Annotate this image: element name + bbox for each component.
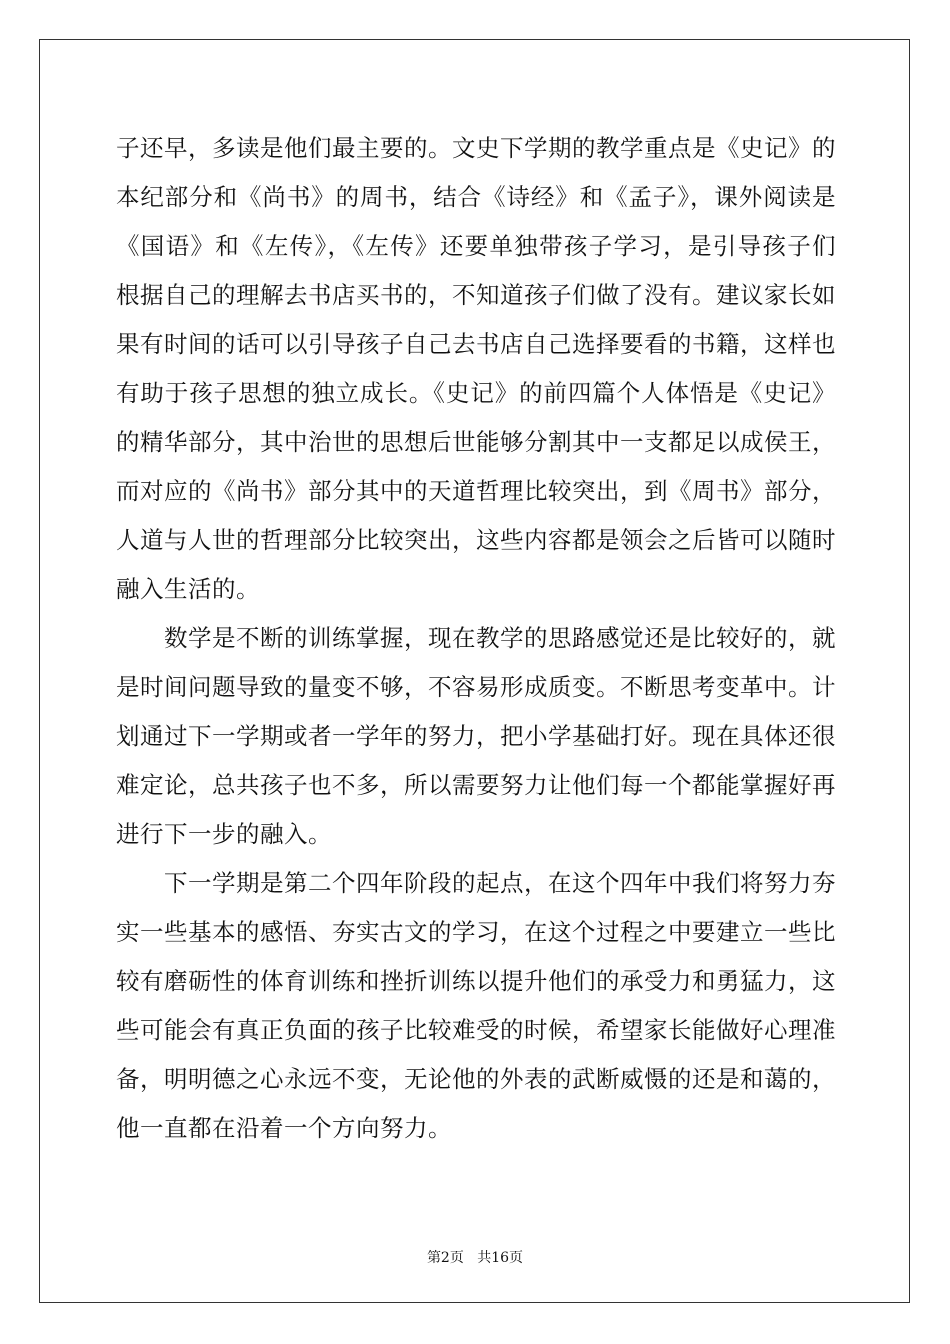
text-line: 的精华部分，其中治世的思想后世能够分割其中一支都足以成侯王，: [116, 428, 836, 456]
text-line: 进行下一步的融入。: [116, 820, 332, 848]
text-line: 些可能会有真正负面的孩子比较难受的时候，希望家长能做好心理准: [116, 1016, 836, 1044]
text-line: 人道与人世的哲理部分比较突出，这些内容都是领会之后皆可以随时: [116, 526, 836, 554]
document-body: [116, 124, 836, 1153]
text-line: 根据自己的理解去书店买书的，不知道孩子们做了没有。建议家长如: [116, 281, 836, 309]
text-line: 子还早，多读是他们最主要的。文史下学期的教学重点是《史记》的: [116, 134, 836, 162]
paragraph: [116, 859, 836, 1153]
text-line: 难定论，总共孩子也不多，所以需要努力让他们每一个都能掌握好再: [116, 771, 836, 799]
text-line: 本纪部分和《尚书》的周书，结合《诗经》和《孟子》，课外阅读是: [116, 183, 836, 211]
paragraph: [116, 124, 836, 614]
text-line: 而对应的《尚书》部分其中的天道哲理比较突出，到《周书》部分，: [116, 477, 836, 505]
text-line: 划通过下一学期或者一学年的努力，把小学基础打好。现在具体还很: [116, 722, 836, 750]
text-line: 《国语》和《左传》，《左传》还要单独带孩子学习，是引导孩子们: [116, 232, 836, 260]
total-pages-label: 共16页: [477, 1250, 524, 1266]
text-line: 果有时间的话可以引导孩子自己去书店自己选择要看的书籍，这样也: [116, 330, 836, 358]
text-line: 实一些基本的感悟、夯实古文的学习，在这个过程之中要建立一些比: [116, 918, 836, 946]
text-line: 有助于孩子思想的独立成长。《史记》的前四篇个人体悟是《史记》: [116, 379, 836, 407]
text-line: 是时间问题导致的量变不够，不容易形成质变。不断思考变革中。计: [116, 673, 836, 701]
text-line: 融入生活的。: [116, 575, 260, 603]
page-footer: [0, 1247, 950, 1267]
text-line: 下一学期是第二个四年阶段的起点，在这个四年中我们将努力夯: [164, 869, 836, 897]
paragraph: [116, 614, 836, 859]
current-page-label: 第2页: [426, 1250, 464, 1266]
text-line: 他一直都在沿着一个方向努力。: [116, 1114, 452, 1142]
text-line: 备，明明德之心永远不变，无论他的外表的武断威慑的还是和蔼的，: [116, 1065, 836, 1093]
text-line: 数学是不断的训练掌握，现在教学的思路感觉还是比较好的，就: [164, 624, 836, 652]
text-line: 较有磨砺性的体育训练和挫折训练以提升他们的承受力和勇猛力，这: [116, 967, 836, 995]
